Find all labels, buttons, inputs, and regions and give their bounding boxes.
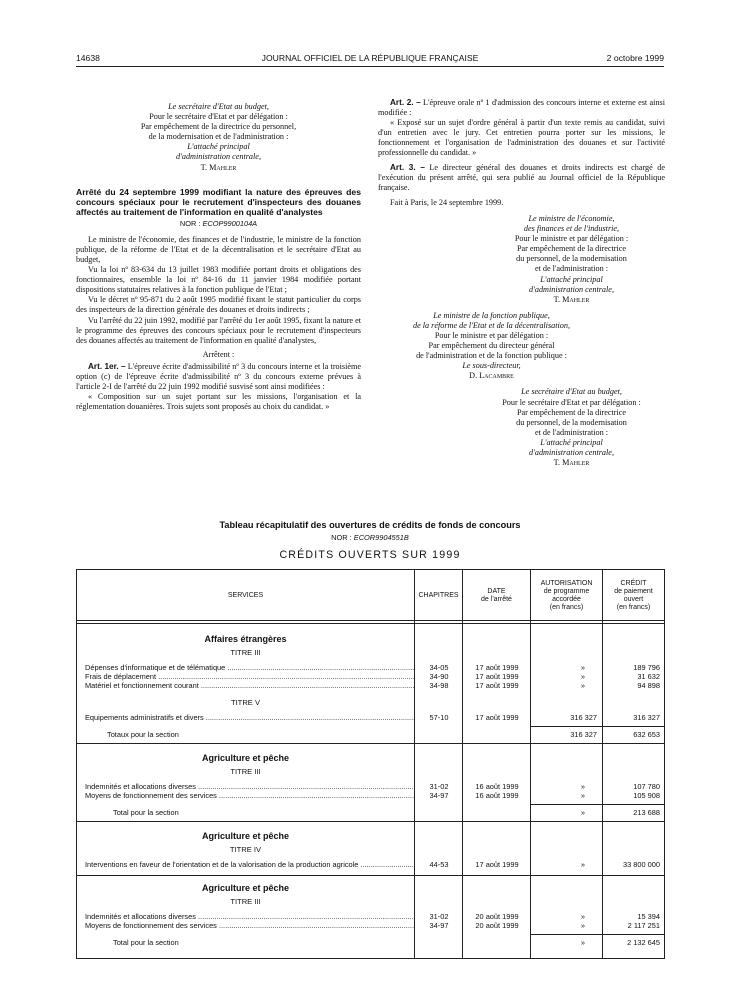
total-label: Total pour la section	[113, 938, 179, 947]
table-row-label: Indemnités et allocations diverses .....	[85, 783, 414, 792]
table-cell-date: 20 août 1999	[475, 921, 519, 930]
signature-line: du personnel, de la modernisation	[516, 254, 627, 264]
titre-heading: TITRE III	[230, 897, 261, 906]
article-label: Art. 3. –	[390, 162, 425, 172]
signature-line: Pour le secrétaire d'Etat et par délégation :	[502, 397, 641, 407]
table-row-label: Frais de déplacement .....	[85, 673, 414, 682]
table-cell-chapitre: 34-98	[429, 681, 449, 690]
article-3	[378, 163, 665, 193]
column-divider	[530, 570, 531, 958]
header-line: de programme	[543, 588, 590, 595]
table-title: Tableau récapitulatif des ouvertures de crédits de fonds de concours	[219, 520, 521, 530]
table-cell-autorisation: »	[580, 663, 585, 672]
total-label: Totaux pour la section	[107, 730, 179, 739]
signature-line: L'attaché principal	[540, 437, 603, 447]
section-heading: Agriculture et pêche	[201, 883, 290, 893]
table-cell-autorisation: »	[580, 912, 585, 921]
header-rule	[76, 66, 664, 67]
signature-line: d'administration centrale,	[529, 284, 614, 294]
table-subtitle: CRÉDITS OUVERTS SUR 1999	[279, 549, 461, 561]
header-line: AUTORISATION	[540, 580, 593, 587]
article-label: Art. 2. –	[390, 98, 421, 107]
signature-line: Par empêchement de la directrice	[516, 244, 627, 254]
section-rule	[77, 743, 664, 744]
table-cell-chapitre: 34-97	[429, 791, 449, 800]
header-rule	[77, 620, 664, 621]
signature-line: Par empêchement de la directrice du personnel,	[140, 122, 297, 132]
section-heading: Agriculture et pêche	[201, 831, 290, 841]
table-cell-date: 17 août 1999	[475, 860, 519, 869]
signature-economie	[478, 214, 665, 305]
article-text: Le directeur général des douanes et droits indirects est chargé de l'exécution du présent arrêté, qui sera publié au Journal officiel de la République française.	[378, 162, 665, 192]
signature-line: de la modernisation et de l'administration :	[148, 132, 289, 142]
signature-budget	[76, 102, 361, 173]
paragraph-vu-arrete: Vu l'arrêté du 22 juin 1992, modifié par l'arrêté du 1er août 1995, fixant la nature et le programme des épreuves des concours spéciaux pour le recrutement d'inspecteurs des douanes affectés au traitement de l'information en qualité d'analystes,	[76, 315, 362, 345]
left-column	[76, 102, 361, 412]
table-cell-credit: 2 117 251	[627, 921, 660, 930]
signature-fonction-publique	[378, 311, 605, 382]
nor-code: ECOR9904551B	[353, 533, 409, 542]
journal-title: JOURNAL OFFICIEL DE LA RÉPUBLIQUE FRANÇAISE	[261, 53, 479, 63]
signature-line: d'administration centrale,	[529, 448, 614, 457]
table-cell-autorisation: »	[580, 860, 585, 869]
article-1-quote: « Composition sur un sujet portant sur les missions, l'organisation et la réglementation douanières. Trois sujets sont proposés au choix du candidat. »	[76, 392, 361, 412]
table-row-label: Indemnités et allocations diverses .....	[85, 913, 414, 922]
total-autorisation: »	[580, 938, 585, 947]
header-line: (en francs)	[549, 604, 584, 611]
table-cell-chapitre: 34-97	[429, 921, 449, 930]
section-heading: Agriculture et pêche	[201, 753, 290, 763]
table-cell-autorisation: 316 327	[570, 713, 597, 722]
right-column	[378, 98, 665, 468]
header-line: de l'arrêté	[481, 596, 512, 603]
header-chapitres: CHAPITRES	[418, 592, 459, 599]
section-rule	[77, 821, 664, 822]
table-cell-chapitre: 31-02	[429, 782, 449, 791]
arrete-title: Arrêté du 24 septembre 1999 modifiant la nature des épreuves des concours spéciaux pour le recrutement d'inspecteurs des douanes affectés au traitement de l'information en qualité d'analystes	[76, 186, 361, 217]
nor-code: ECOP9900104A	[202, 218, 258, 228]
fait-a-paris: Fait à Paris, le 24 septembre 1999.	[390, 197, 504, 207]
article-2-quote: « Exposé sur un sujet d'ordre général à partir d'un texte remis au candidat, suivi d'un entretien avec le jury. Cet entretien pourra porter sur les missions, le fonctionnement et l'organisation de l'administration des douanes et sur l'activité professionnelle du candidat. »	[378, 118, 665, 158]
table-cell-credit: 33 800 000	[623, 860, 660, 869]
header-line: (en francs)	[616, 604, 651, 611]
table-row-label: Moyens de fonctionnement des services .....	[85, 922, 414, 931]
nor-reference	[76, 219, 361, 229]
signature-line: de l'administration et de la fonction publique :	[416, 351, 567, 361]
column-divider	[602, 570, 603, 958]
signature-line: L'attaché principal	[540, 274, 603, 284]
header-line: CRÉDIT	[620, 580, 647, 587]
signature-line: du personnel, de la modernisation	[516, 417, 627, 427]
signature-line: Pour le ministre et par délégation :	[514, 234, 629, 244]
header-date	[463, 588, 530, 604]
page-number: 14638	[76, 53, 100, 63]
signature-line: Pour le secrétaire d'Etat et par délégation :	[149, 112, 288, 122]
header-line: DATE	[487, 588, 506, 595]
table-cell-date: 17 août 1999	[475, 663, 519, 672]
table-cell-chapitre: 31-02	[429, 912, 449, 921]
table-row-label: Matériel et fonctionnement courant .....	[85, 682, 414, 691]
table-cell-date: 20 août 1999	[475, 912, 519, 921]
table-cell-chapitre: 34-05	[429, 663, 449, 672]
subtotal-rule	[530, 804, 664, 805]
column-divider	[414, 570, 415, 958]
paragraph-ministers: Le ministre de l'économie, des finances et de l'industrie, le ministre de la fonction publique, de la réforme de l'Etat et de la décentralisation et le secrétaire d'Etat au budget,	[76, 234, 361, 264]
table-cell-credit: 189 796	[633, 663, 660, 672]
titre-heading: TITRE III	[230, 767, 261, 776]
paragraph-vu-decret: Vu le décret nº 95-871 du 2 août 1995 modifié fixant le statut particulier du corps des inspecteurs de la direction générale des douanes et droits indirects ;	[76, 295, 361, 315]
signature-role: de la réforme de l'Etat et de la décentralisation,	[412, 320, 571, 330]
table-cell-chapitre: 34-90	[429, 672, 449, 681]
table-cell-credit: 316 327	[633, 713, 660, 722]
table-cell-date: 16 août 1999	[475, 782, 519, 791]
table-cell-autorisation: »	[580, 782, 585, 791]
table-cell-credit: 31 632	[637, 672, 660, 681]
signature-line: L'attaché principal	[187, 142, 250, 152]
section-rule	[77, 875, 664, 876]
table-cell-credit: 94 898	[637, 681, 660, 690]
table-cell-autorisation: »	[580, 921, 585, 930]
table-cell-date: 17 août 1999	[475, 672, 519, 681]
page-header	[76, 53, 664, 67]
signature-budget-2	[478, 387, 665, 468]
titre-heading: TITRE IV	[229, 845, 262, 854]
table-cell-credit: 107 780	[633, 782, 660, 791]
signatory-name: T. Mahler	[553, 458, 590, 468]
table-cell-date: 16 août 1999	[475, 791, 519, 800]
header-services: SERVICES	[227, 592, 264, 599]
credits-table	[76, 569, 665, 959]
table-cell-autorisation: »	[580, 672, 585, 681]
article-2	[378, 98, 665, 118]
signature-line: Pour le ministre et par délégation :	[434, 330, 549, 340]
total-credit: 632 653	[633, 730, 660, 739]
signature-role: Le ministre de l'économie,	[528, 213, 615, 223]
table-row-label: Interventions en faveur de l'orientation et de la valorisation de la production agricole .....	[85, 861, 414, 870]
paragraph-vu-loi: Vu la loi nº 83-634 du 13 juillet 1983 modifiée portant droits et obligations des fonctionnaires, ensemble la loi nº 84-16 du 11 janvier 1984 modifiée portant dispositions statutaires relatives à la fonction publique de l'Etat ;	[76, 265, 361, 295]
article-text: L'épreuve écrite d'admissibilité nº 3 du concours interne et la troisième option (c) de l'épreuve écrite d'admissibilité nº 3 du concours externe prévues à l'article 2-I de l'arrêté du 22 juin 1992 modifié susvisé sont ainsi modifiées :	[76, 361, 362, 392]
table-cell-autorisation: »	[580, 791, 585, 800]
signatory-name: T. Mahler	[553, 294, 590, 304]
table-nor	[76, 533, 664, 542]
table-row-label: Equipements administratifs et divers .....	[85, 714, 414, 723]
table-cell-date: 17 août 1999	[475, 713, 519, 722]
total-credit: 213 688	[633, 808, 660, 817]
signature-role: Le secrétaire d'Etat au budget,	[521, 387, 622, 397]
arretent: Arrêtent :	[202, 349, 235, 359]
table-cell-credit: 15 394	[637, 912, 660, 921]
header-autorisation	[531, 580, 602, 612]
signature-line: et de l'administration :	[534, 427, 609, 437]
header-credit	[603, 580, 664, 612]
article-text: L'épreuve orale nº 1 d'admission des concours interne et externe est ainsi modifiée :	[378, 98, 665, 118]
total-autorisation: »	[580, 808, 585, 817]
header-line: accordée	[552, 596, 581, 603]
signatory-name: D. Lacambre	[469, 371, 514, 381]
table-row-label: Moyens de fonctionnement des services .....	[85, 792, 414, 801]
table-row-label: Dépenses d'informatique et de télématique .....	[85, 664, 414, 673]
signature-role: des finances et de l'industrie,	[523, 224, 620, 234]
table-cell-chapitre: 44-53	[429, 860, 449, 869]
table-cell-autorisation: »	[580, 681, 585, 690]
signature-role: Le secrétaire d'Etat au budget,	[168, 102, 269, 111]
header-line: de paiement	[614, 588, 653, 595]
column-divider	[462, 570, 463, 958]
header-line: ouvert	[623, 596, 644, 603]
signature-role: Le ministre de la fonction publique,	[433, 310, 550, 320]
signature-line: Par empêchement du directeur général	[428, 341, 555, 351]
total-autorisation: 316 327	[570, 730, 597, 739]
nor-label: NOR :	[331, 533, 352, 542]
titre-heading: TITRE V	[230, 698, 261, 707]
signature-line: et de l'administration :	[534, 264, 609, 274]
subtotal-rule	[530, 934, 664, 935]
signature-line: d'administration centrale,	[176, 152, 261, 162]
article-label: Art. 1er. –	[88, 361, 126, 371]
nor-label: NOR :	[179, 218, 201, 228]
header-rule	[77, 623, 664, 624]
table-cell-credit: 105 908	[633, 791, 660, 800]
signature-line: Le sous-directeur,	[462, 361, 521, 371]
table-cell-chapitre: 57-10	[429, 713, 449, 722]
signatory-name: T. Mahler	[200, 162, 237, 172]
table-cell-date: 17 août 1999	[475, 681, 519, 690]
section-heading: Affaires étrangères	[204, 634, 287, 644]
subtotal-rule	[530, 726, 664, 727]
signature-line: Par empêchement de la directrice	[516, 407, 627, 417]
titre-heading: TITRE III	[230, 648, 261, 657]
total-label: Total pour la section	[113, 808, 179, 817]
article-1	[76, 362, 361, 392]
issue-date: 2 octobre 1999	[606, 53, 664, 63]
total-credit: 2 132 645	[627, 938, 660, 947]
